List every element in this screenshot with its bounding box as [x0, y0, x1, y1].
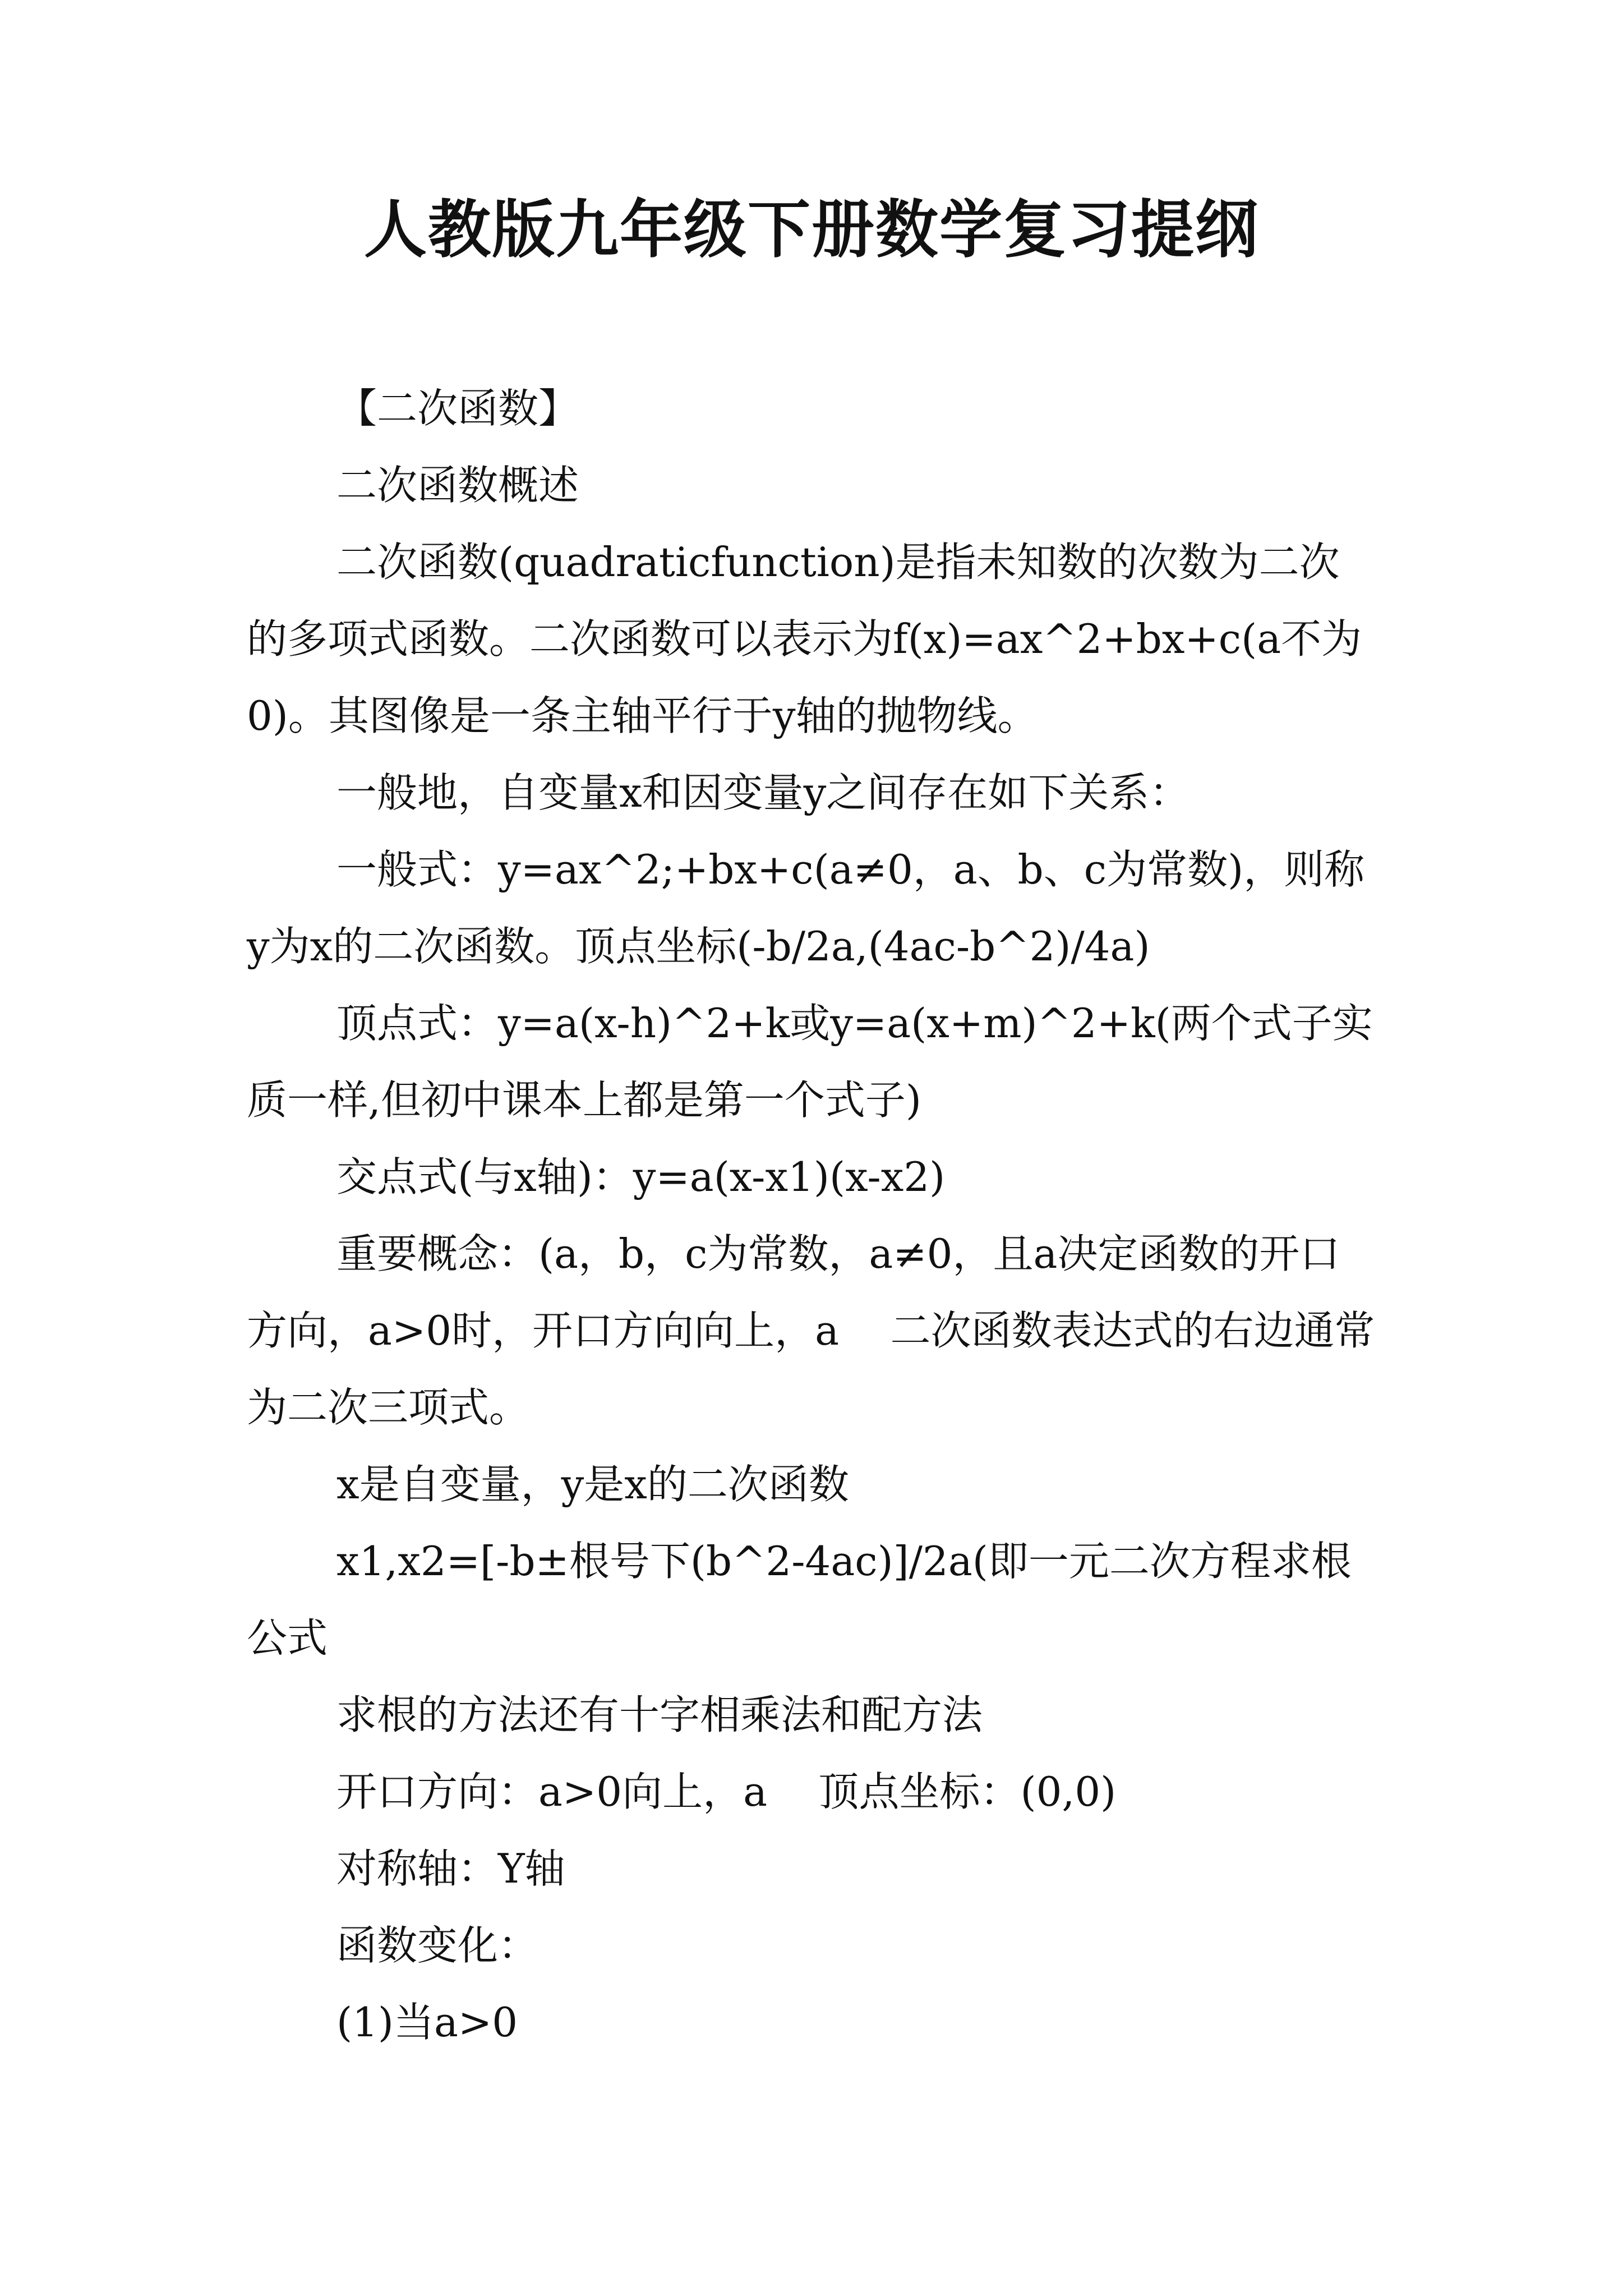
paragraph: x1,x2=[-b±根号下(b^2-4ac)]/2a(即一元二次方程求根公式 [247, 1538, 1352, 1662]
paragraph: 交点式(与x轴)：y=a(x-x1)(x-x2) [336, 1153, 946, 1200]
paragraph: 求根的方法还有十字相乘法和配方法 [336, 1691, 983, 1738]
paragraph: x是自变量，y是x的二次函数 [336, 1461, 849, 1508]
paragraph: 顶点式：y=a(x-h)^2+k或y=a(x+m)^2+k(两个式子实质一样,但初中课本上都是第一个式子) [247, 1000, 1373, 1124]
paragraph: 一般式：y=ax^2;+bx+c(a≠0，a、b、c为常数)，则称y为x的二次函数。顶点坐标(-b/2a,(4ac-b^2)/4a) [247, 846, 1365, 970]
paragraph: 【二次函数】 [336, 385, 579, 432]
paragraph: (1)当a>0 [336, 1999, 518, 2046]
document-title: 人教版九年级下册数学复习提纲 [364, 193, 1259, 266]
paragraph: 二次函数概述 [336, 462, 579, 509]
paragraph: 一般地，自变量x和因变量y之间存在如下关系： [336, 769, 1190, 816]
paragraph: 二次函数(quadraticfunction)是指未知数的次数为二次的多项式函数。二次函数可以表示为f(x)=ax^2+bx+c(a不为0)。其图像是一条主轴平行于y轴的抛物线。 [247, 539, 1362, 739]
paragraph: 开口方向：a>0向上，a 顶点坐标：(0,0) [336, 1768, 1117, 1815]
paragraph: 对称轴：Y轴 [336, 1845, 565, 1892]
paragraph: 函数变化： [336, 1922, 539, 1969]
paragraph: 重要概念：(a，b，c为常数，a≠0，且a决定函数的开口方向，a>0时，开口方向向上，a 二次函数表达式的右边通常为二次三项式。 [247, 1230, 1375, 1431]
document-body [247, 370, 1377, 2061]
